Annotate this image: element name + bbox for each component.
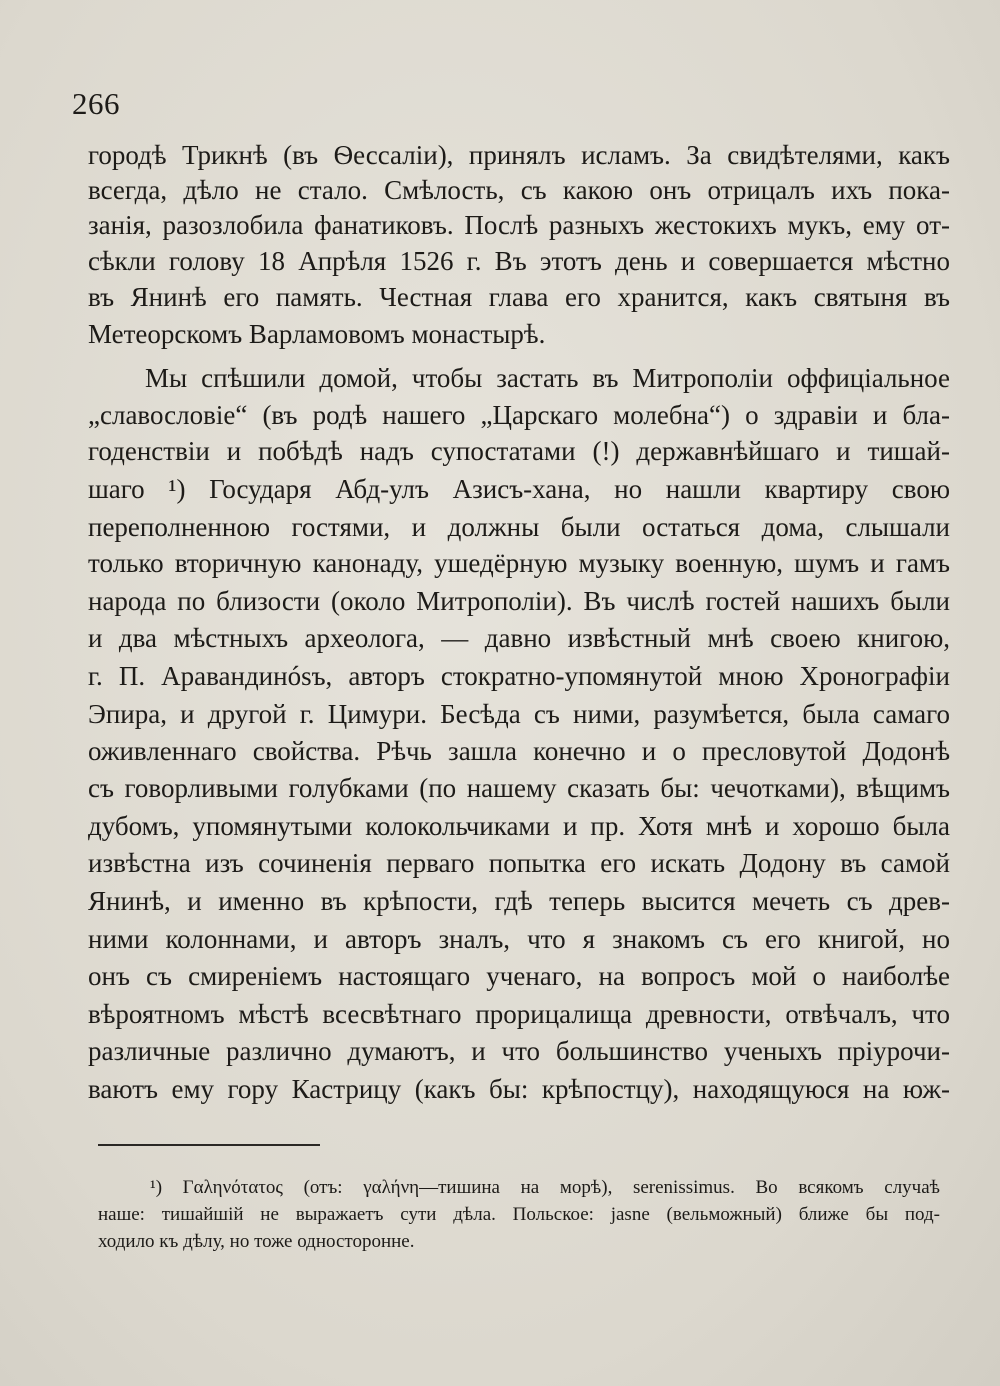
- footnote-line: ¹) Γαληνότατος (отъ: γαλήνη—тишина на морѣ), serenissimus. Во всякомъ случаѣ: [150, 1177, 940, 1198]
- text-line: „славословіе“ (въ родѣ нашего „Царскаго молебна“) о здравіи и бла-: [88, 400, 950, 430]
- text-line: переполненною гостями, и должны были остаться дома, слышали: [88, 512, 950, 542]
- text-line: Янинѣ, и именно въ крѣпости, гдѣ теперь высится мечеть съ древ-: [88, 886, 950, 916]
- text-line: городѣ Трикнѣ (въ Ѳессаліи), принялъ исламъ. За свидѣтелями, какъ: [88, 140, 950, 170]
- text-line: съ говорливыми голубками (по нашему сказать бы: чечотками), вѣщимъ: [88, 773, 950, 803]
- text-line: и два мѣстныхъ археолога, — давно извѣстный мнѣ своею книгою,: [88, 623, 950, 653]
- text-line: Эпира, и другой г. Цимури. Бесѣда съ ними, разумѣется, была самаго: [88, 699, 950, 729]
- text-line: ними колоннами, и авторъ зналъ, что я знакомъ съ его книгой, но: [88, 924, 950, 954]
- text-line: Мы спѣшили домой, чтобы застать въ Митрополіи оффиціальное: [145, 363, 950, 393]
- text-line: сѣкли голову 18 Апрѣля 1526 г. Въ этотъ день и совершается мѣстно: [88, 246, 950, 276]
- text-line: оживленнаго свойства. Рѣчь зашла конечно и о пресловутой Додонѣ: [88, 736, 950, 766]
- text-line: дубомъ, упомянутыми колокольчиками и пр. Хотя мнѣ и хорошо была: [88, 811, 950, 841]
- text-line: въ Янинѣ его память. Честная глава его хранится, какъ святыня въ: [88, 282, 950, 312]
- text-line: только вторичную канонаду, ушедёрную музыку военную, шумъ и гамъ: [88, 548, 950, 578]
- text-line: г. П. Аравандинósъ, авторъ стократно-упомянутой мною Хронографіи: [88, 661, 950, 691]
- text-line: всегда, дѣло не стало. Смѣлость, съ какою онъ отрицалъ ихъ пока-: [88, 175, 950, 205]
- text-line: извѣстна изъ сочиненія перваго попытка его искать Додону въ самой: [88, 848, 950, 878]
- footnote-divider: [98, 1144, 320, 1146]
- text-line: Метеорскомъ Варламовомъ монастырѣ.: [88, 319, 546, 349]
- text-line: вѣроятномъ мѣстѣ всесвѣтнаго прорицалища древности, отвѣчалъ, что: [88, 999, 950, 1029]
- text-line: онъ съ смиреніемъ настоящаго ученаго, на вопросъ мой о наиболѣе: [88, 961, 950, 991]
- text-line: народа по близости (около Митрополіи). Въ числѣ гостей нашихъ были: [88, 586, 950, 616]
- page-number: 266: [72, 86, 120, 121]
- text-line: годенствіи и побѣдѣ надъ супостатами (!) державнѣйшаго и тишай-: [88, 436, 950, 466]
- footnote-line: наше: тишайшій не выражаетъ сути дѣла. Польское: jasne (вельможный) ближе бы под-: [98, 1204, 940, 1225]
- footnote-line: ходило къ дѣлу, но тоже односторонне.: [98, 1231, 415, 1252]
- text-line: ваютъ ему гору Кастрицу (какъ бы: крѣпостцу), находящуюся на юж-: [88, 1074, 950, 1104]
- text-line: различные различно думаютъ, и что большинство ученыхъ пріурочи-: [88, 1036, 950, 1066]
- text-line: занія, разозлобила фанатиковъ. Послѣ разныхъ жестокихъ мукъ, ему от-: [88, 210, 950, 240]
- text-line: шаго ¹) Государя Абд-улъ Азисъ-хана, но нашли квартиру свою: [88, 474, 950, 504]
